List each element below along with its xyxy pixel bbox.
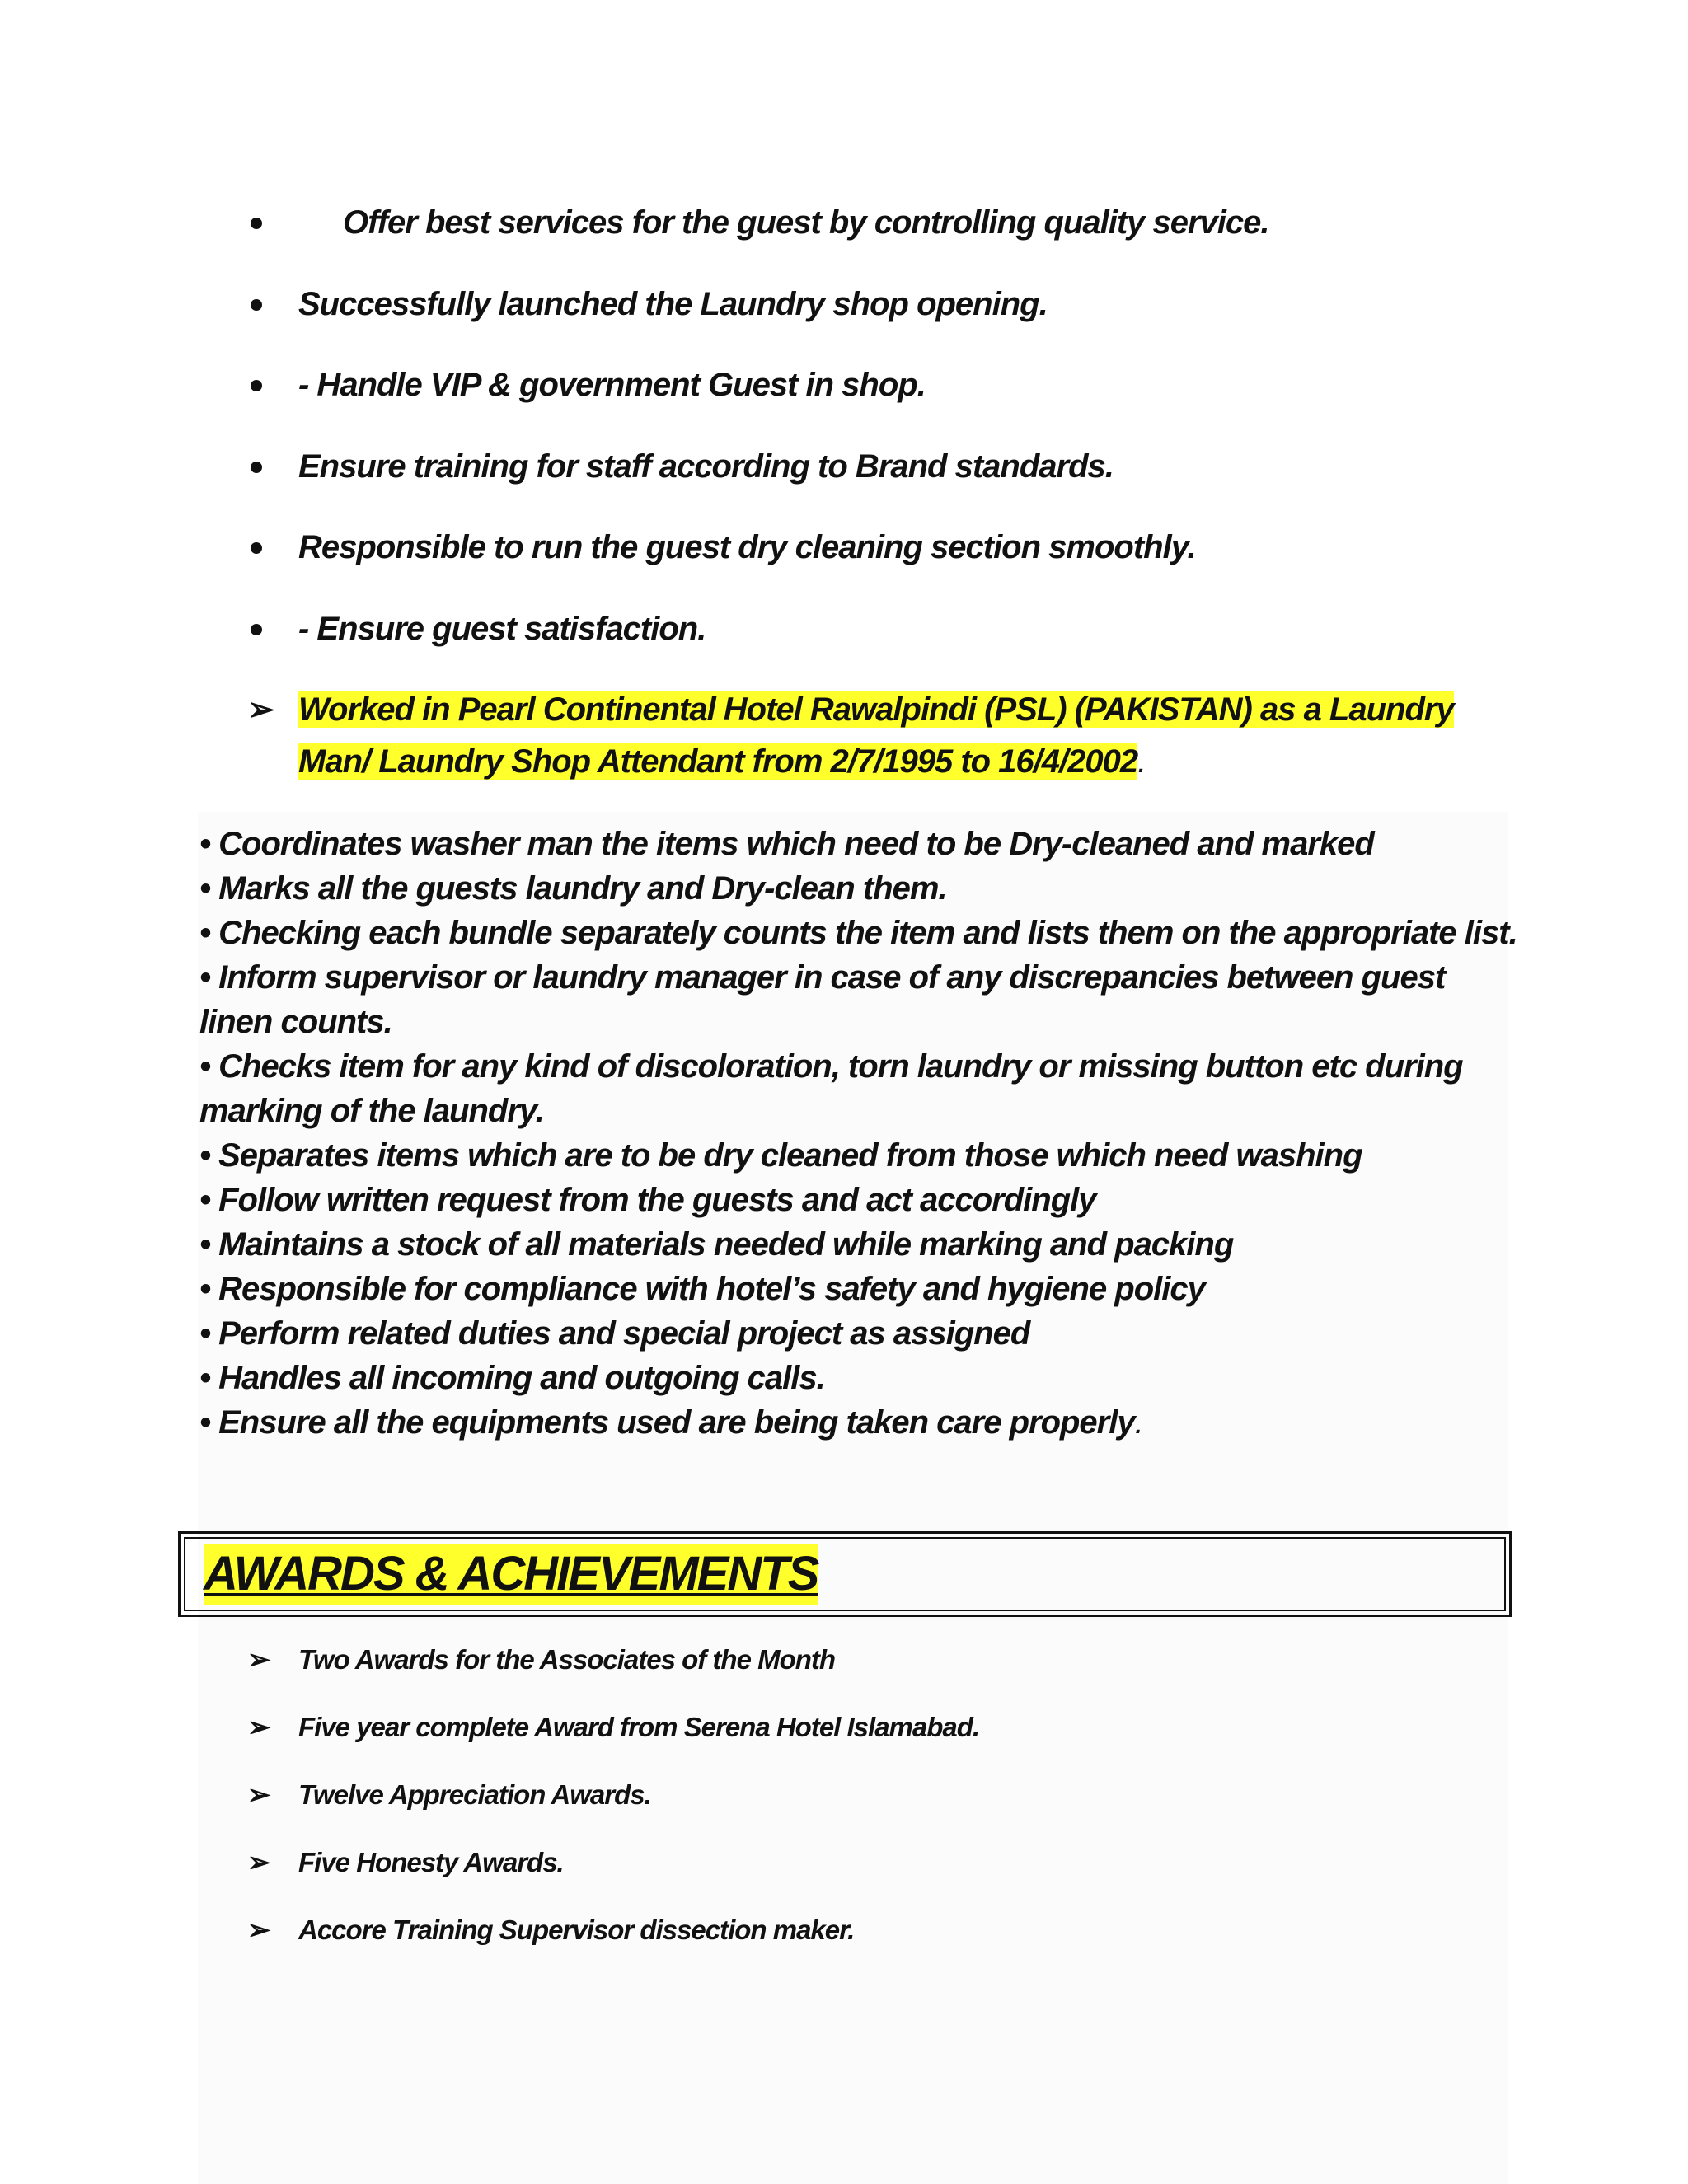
duty-item bbox=[199, 1400, 1518, 1445]
award-item bbox=[247, 1843, 979, 1910]
arrow-bullet-icon: ➢ bbox=[247, 691, 274, 728]
duty-item: • Marks all the guests laundry and Dry-clean them. bbox=[199, 870, 947, 907]
list-item-text: Offer best services for the guest by controlling quality service. bbox=[343, 204, 1269, 241]
duty-item: • Perform related duties and special project as assigned bbox=[199, 1315, 1030, 1352]
list-item bbox=[247, 279, 1533, 361]
list-item bbox=[247, 523, 1533, 604]
awards-list bbox=[247, 1640, 979, 1978]
award-text: Five year complete Award from Serena Hotel Islamabad. bbox=[298, 1712, 980, 1742]
duty-item-text: • Ensure all the equipments used are being taken care properly bbox=[199, 1404, 1135, 1441]
arrow-bullet-icon: ➢ bbox=[247, 1915, 270, 1946]
experience-trailing: . bbox=[1137, 743, 1146, 780]
arrow-bullet-icon: ➢ bbox=[247, 1779, 270, 1811]
duty-item: • Responsible for compliance with hotel’s safety and hygiene policy bbox=[199, 1271, 1205, 1307]
duty-item: • Checking each bundle separately counts the item and lists them on the appropriate list. bbox=[199, 915, 1517, 951]
arrow-bullet-icon: ➢ bbox=[247, 1847, 270, 1878]
award-text: Two Awards for the Associates of the Month bbox=[298, 1644, 836, 1675]
list-item bbox=[247, 198, 1533, 279]
duty-item: • Coordinates washer man the items which need to be Dry-cleaned and marked bbox=[199, 826, 1374, 862]
experience-entry bbox=[247, 684, 1500, 788]
award-text: Five Honesty Awards. bbox=[298, 1847, 564, 1877]
list-item-text: - Handle VIP & government Guest in shop. bbox=[298, 367, 926, 404]
award-text: Accore Training Supervisor dissection maker. bbox=[298, 1915, 855, 1945]
awards-heading: AWARDS & ACHIEVEMENTS bbox=[204, 1544, 818, 1605]
experience-text: Worked in Pearl Continental Hotel Rawalpindi (PSL) (PAKISTAN) as a Laundry Man/ Laundry Shop Attendant from 2/7/1995 to 16/4/2002 bbox=[298, 691, 1454, 780]
list-item-text: Successfully launched the Laundry shop opening. bbox=[298, 285, 1048, 322]
duty-item: • Inform supervisor or laundry manager in case of any discrepancies between guest linen counts. bbox=[199, 959, 1446, 1040]
list-item bbox=[247, 360, 1533, 442]
duties-list bbox=[199, 822, 1518, 1445]
duty-item: • Maintains a stock of all materials needed while marking and packing bbox=[199, 1226, 1234, 1263]
bullet-icon bbox=[251, 218, 262, 229]
arrow-bullet-icon: ➢ bbox=[247, 1712, 270, 1743]
award-item bbox=[247, 1708, 979, 1775]
list-item-text: Responsible to run the guest dry cleaning section smoothly. bbox=[298, 529, 1196, 566]
list-item-text: Ensure training for staff according to Brand standards. bbox=[298, 448, 1114, 485]
arrow-bullet-icon: ➢ bbox=[247, 1644, 270, 1675]
duty-item: • Separates items which are to be dry cleaned from those which need washing bbox=[199, 1137, 1362, 1174]
bullet-icon bbox=[251, 380, 262, 391]
award-item bbox=[247, 1910, 979, 1978]
award-item bbox=[247, 1775, 979, 1843]
award-text: Twelve Appreciation Awards. bbox=[298, 1779, 651, 1810]
list-item bbox=[247, 442, 1533, 523]
duty-item: • Follow written request from the guests and act accordingly bbox=[199, 1182, 1096, 1218]
duty-item: • Checks item for any kind of discoloration, torn laundry or missing button etc during marking of the laundry. bbox=[199, 1048, 1463, 1129]
list-item bbox=[247, 604, 1533, 686]
list-item-text: - Ensure guest satisfaction. bbox=[298, 610, 706, 647]
responsibilities-list bbox=[247, 198, 1533, 686]
bullet-icon bbox=[251, 624, 262, 635]
awards-section-header bbox=[178, 1531, 1512, 1617]
bullet-icon bbox=[251, 542, 262, 554]
duty-item-trailing: . bbox=[1134, 1404, 1143, 1441]
bullet-icon bbox=[251, 299, 262, 311]
duty-item: • Handles all incoming and outgoing calls. bbox=[199, 1360, 825, 1396]
award-item bbox=[247, 1640, 979, 1708]
bullet-icon bbox=[251, 462, 262, 473]
